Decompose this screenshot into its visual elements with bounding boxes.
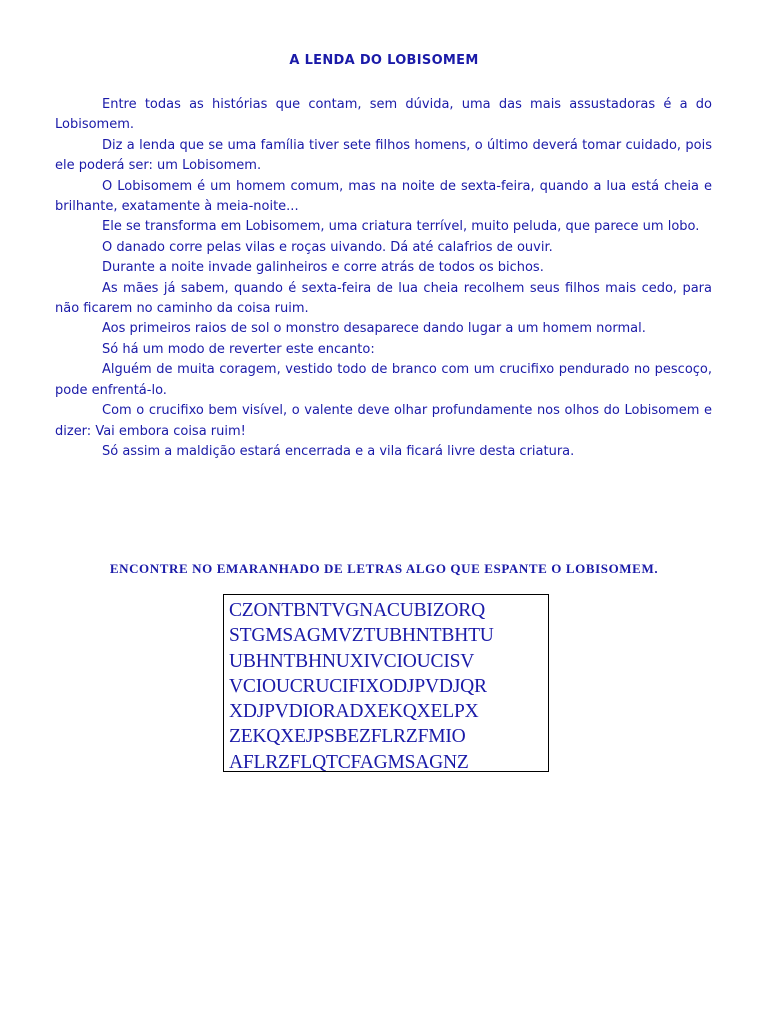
story-paragraph: Durante a noite invade galinheiros e corre atrás de todos os bichos.: [102, 260, 544, 276]
story-paragraph: Diz a lenda que se uma família tiver sete filhos homens, o último deverá tomar cuidado, pois ele poderá ser: um Lobisomem.: [55, 137, 712, 174]
story-paragraph: O Lobisomem é um homem comum, mas na noite de sexta-feira, quando a lua está cheia e brilhante, exatamente à meia-noite...: [55, 178, 712, 215]
story-paragraph: As mães já sabem, quando é sexta-feira de lua cheia recolhem seus filhos mais cedo, para não ficarem no caminho da coisa ruim.: [55, 280, 712, 317]
story-text: [55, 95, 712, 462]
story-paragraph: Alguém de muita coragem, vestido todo de branco com um crucifixo pendurado no pescoço, pode enfrentá-lo.: [55, 362, 712, 398]
story-paragraph: Aos primeiros raios de sol o monstro desaparece dando lugar a um homem normal.: [102, 321, 646, 337]
story-paragraph: Entre todas as histórias que contam, sem dúvida, uma das mais assustadoras é a do Lobisomem.: [55, 97, 712, 133]
word-search-row: STGMSAGMVZTUBHNTBHTU: [229, 625, 494, 647]
word-search-row: AFLRZFLQTCFAGMSAGNZ: [229, 751, 469, 773]
story-paragraph: Ele se transforma em Lobisomem, uma criatura terrível, muito peluda, que parece um lobo.: [102, 219, 700, 235]
story-paragraph: Com o crucifixo bem visível, o valente deve olhar profundamente nos olhos do Lobisomem e dizer: Vai embora coisa ruim!: [55, 403, 712, 439]
word-search-row: ZEKQXEJPSBEZFLRZFMIO: [229, 726, 466, 748]
page-title: A LENDA DO LOBISOMEM: [289, 53, 479, 68]
story-paragraph: Só há um modo de reverter este encanto:: [102, 341, 375, 357]
story-paragraph: Só assim a maldição estará encerrada e a vila ficará livre desta criatura.: [102, 443, 575, 459]
word-search-row: UBHNTBHNUXIVCIOUCISV: [229, 650, 475, 672]
word-search-row: CZONTBNTVGNACUBIZORQ: [229, 600, 485, 621]
word-search-grid: [223, 594, 549, 772]
word-search-row: VCIOUCRUCIFIXODJPVDJQR: [229, 675, 487, 697]
story-paragraph: O danado corre pelas vilas e roças uivando. Dá até calafrios de ouvir.: [102, 239, 553, 255]
word-search-row: XDJPVDIORADXEKQXELPX: [229, 701, 479, 723]
activity-instruction: ENCONTRE NO EMARANHADO DE LETRAS ALGO QUE ESPANTE O LOBISOMEM.: [109, 561, 659, 576]
